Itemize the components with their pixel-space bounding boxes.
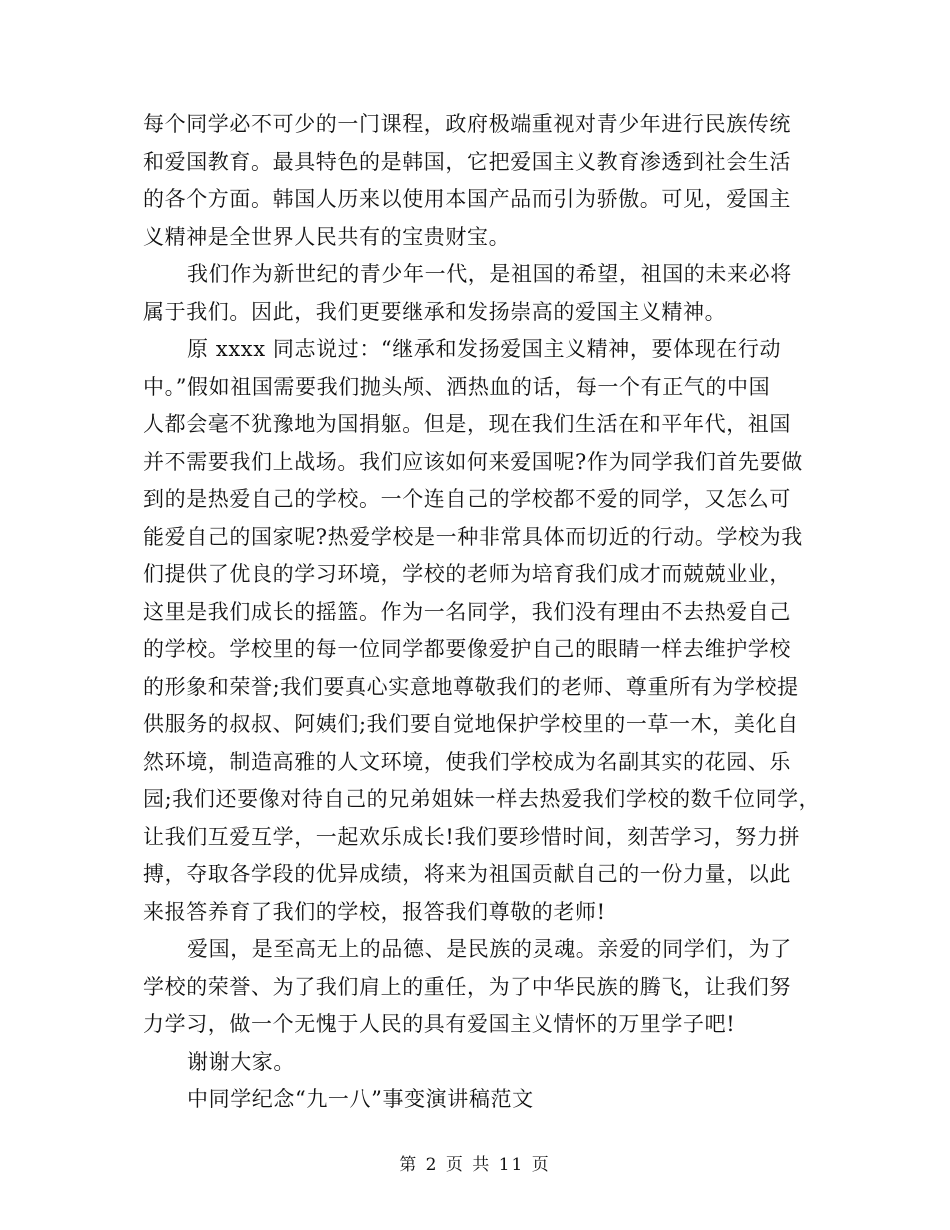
text-line: 我们作为新世纪的青少年一代，是祖国的希望，祖国的未来必将 <box>187 262 792 286</box>
text-line: 园;我们还要像对待自己的兄弟姐妹一样去热爱我们学校的数千位同学， <box>143 787 821 811</box>
text-line: 来报答养育了我们的学校，报答我们尊敬的老师! <box>143 899 606 924</box>
text-line: 义精神是全世界人民共有的宝贵财宝。 <box>143 224 511 249</box>
text-line: 力学习，做一个无愧于人民的具有爱国主义情怀的万里学子吧! <box>143 1012 736 1036</box>
text-line: 让我们互爱互学，一起欢乐成长!我们要珍惜时间，刻苦学习，努力拼 <box>143 824 801 849</box>
page-number-footer: 第 2 页 共 11 页 <box>399 1155 551 1175</box>
text-line: 每个同学必不可少的一门课程，政府极端重视对青少年进行民族传统 <box>143 112 791 136</box>
text-line: 原 xxxx 同志说过：“继承和发扬爱国主义精神，要体现在行动 <box>187 337 782 361</box>
text-line: 的学校。学校里的每一位同学都要像爱护自己的眼睛一样去维护学校 <box>143 637 791 661</box>
text-line: 人都会毫不犹豫地为国捐躯。但是，现在我们生活在和平年代，祖国 <box>143 412 791 436</box>
text-line: 们提供了优良的学习环境，学校的老师为培育我们成才而兢兢业业， <box>143 562 791 586</box>
text-line: 到的是热爱自己的学校。一个连自己的学校都不爱的同学，又怎么可 <box>143 487 791 511</box>
text-line: 谢谢大家。 <box>187 1049 295 1074</box>
text-line: 的各个方面。韩国人历来以使用本国产品而引为骄傲。可见，爱国主 <box>143 187 791 211</box>
text-line: 能爱自己的国家呢?热爱学校是一种非常具体而切近的行动。学校为我 <box>143 524 803 549</box>
text-line: 学校的荣誉、为了我们肩上的重任，为了中华民族的腾飞，让我们努 <box>143 974 791 999</box>
text-line: 中同学纪念“九一八”事变演讲稿范文 <box>187 1087 534 1111</box>
document-body <box>143 106 821 1119</box>
text-line: 并不需要我们上战场。我们应该如何来爱国呢?作为同学我们首先要做 <box>143 449 803 474</box>
text-line: 和爱国教育。最具特色的是韩国，它把爱国主义教育渗透到社会生活 <box>143 149 791 174</box>
text-line: 中。”假如祖国需要我们抛头颅、洒热血的话，每一个有正气的中国 <box>143 374 771 399</box>
text-line: 这里是我们成长的摇篮。作为一名同学，我们没有理由不去热爱自己 <box>143 599 791 624</box>
text-line: 供服务的叔叔、阿姨们;我们要自觉地保护学校里的一草一木，美化自 <box>143 712 799 736</box>
text-line: 然环境，制造高雅的人文环境，使我们学校成为名副其实的花园、乐 <box>143 749 791 774</box>
text-line: 属于我们。因此，我们更要继承和发扬崇高的爱国主义精神。 <box>143 299 727 324</box>
text-line: 的形象和荣誉;我们要真心实意地尊敬我们的老师、尊重所有为学校提 <box>143 674 799 699</box>
text-line: 搏，夺取各学段的优异成绩，将来为祖国贡献自己的一份力量，以此 <box>143 862 791 886</box>
text-line: 爱国，是至高无上的品德、是民族的灵魂。亲爱的同学们，为了 <box>187 937 792 961</box>
